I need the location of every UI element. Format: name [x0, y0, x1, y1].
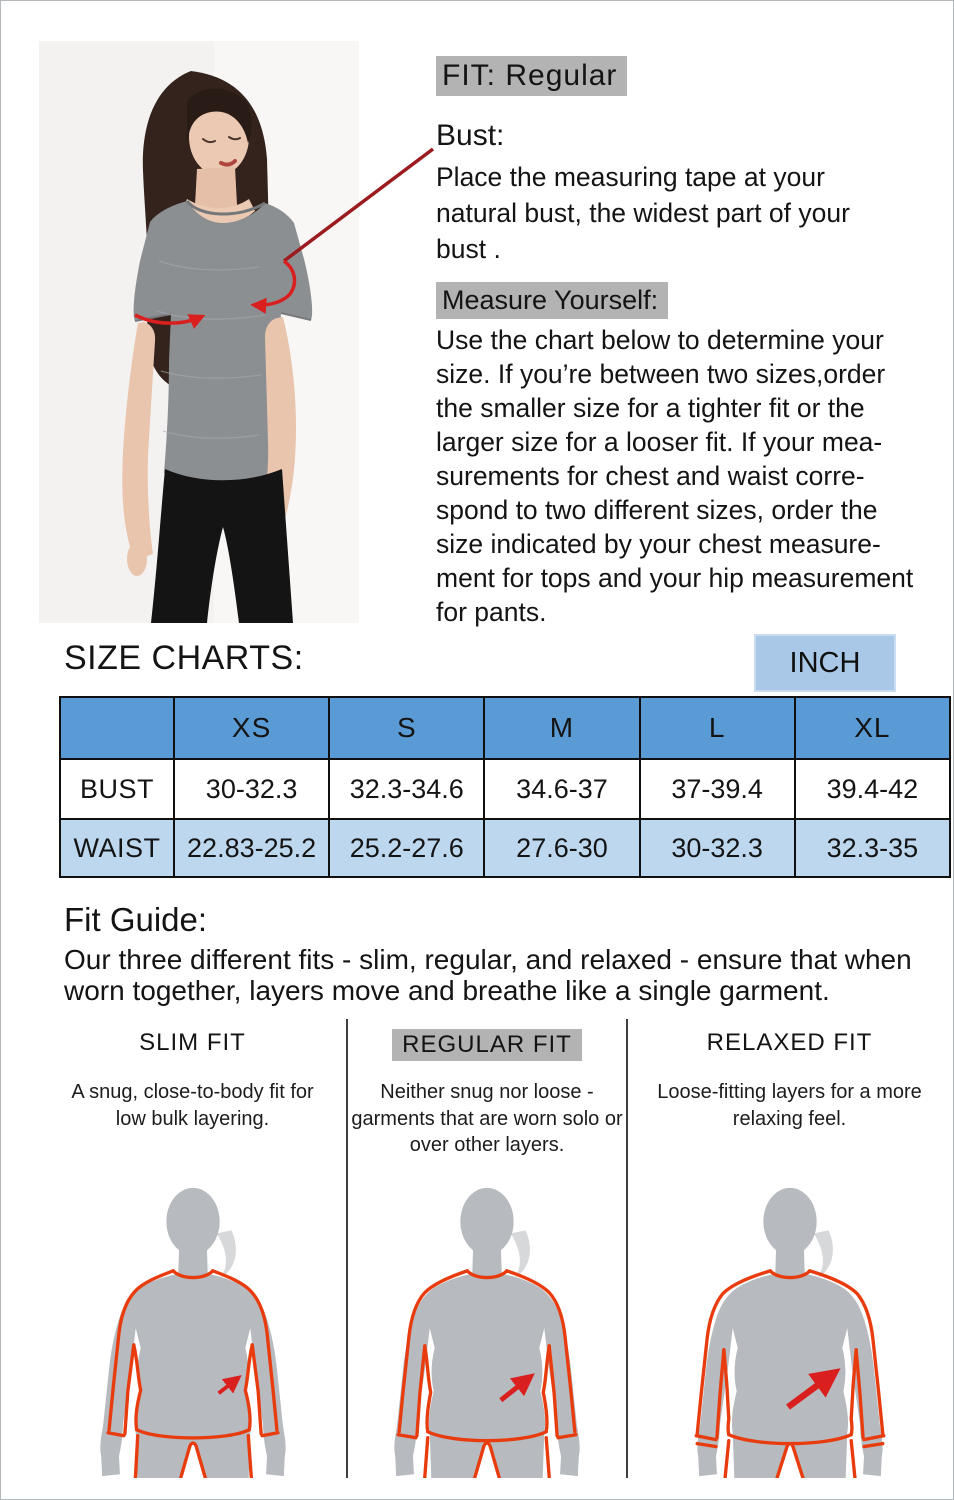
slim-fit-title: SLIM FIT [139, 1029, 246, 1056]
fit-highlight [436, 56, 627, 96]
fit-guide-intro: Our three different fits - slim, regular, and relaxed - ensure that when worn together, layers move and breathe like a single garment. [64, 944, 912, 1006]
waist-row: WAIST 22.83-25.2 25.2-27.6 27.6-30 30-32.3 32.3-35 [60, 819, 950, 877]
col-xl: XL [795, 697, 950, 759]
regular-fit-description: Neither snug nor loose - garments that are worn solo or over other layers. [351, 1081, 623, 1156]
regular-fit-title: REGULAR FIT [392, 1029, 582, 1061]
col-s: S [329, 697, 484, 759]
slim-fit-column [39, 1019, 346, 1478]
bust-heading: Bust: [436, 119, 505, 152]
relaxed-fit-description: Loose-fitting layers for a more relaxing feel. [657, 1081, 922, 1130]
col-xs: XS [174, 697, 329, 759]
size-charts-heading: SIZE CHARTS: [64, 639, 304, 677]
size-chart-table [59, 696, 951, 878]
fit-guide-columns [39, 1019, 951, 1478]
fit-value: Regular [505, 59, 618, 92]
col-m: M [484, 697, 639, 759]
fit-guide-heading: Fit Guide: [64, 901, 208, 938]
size-table-header-row [60, 697, 950, 759]
slim-fit-description: A snug, close-to-body fit for low bulk layering. [71, 1081, 314, 1130]
bust-paragraph: Place the measuring tape at your natural bust, the widest part of your bust . [436, 162, 850, 264]
regular-fit-silhouette [369, 1182, 606, 1478]
measure-paragraph: Use the chart below to determine your size. If you’re between two sizes,order the smaller size for a tighter fit or the larger size for a looser fit. If your mea- surements for chest and waist corre- spond to two different sizes, order the size indicated by your chest measure- ment for tops and your hip measurement for pants. [436, 325, 914, 627]
fit-line [436, 59, 627, 93]
measure-yourself-heading: Measure Yourself: [436, 285, 668, 316]
relaxed-fit-silhouette [671, 1182, 908, 1478]
slim-fit-silhouette [74, 1182, 311, 1478]
relaxed-fit-column [628, 1019, 951, 1478]
model-photo [39, 41, 359, 623]
waist-row-label: WAIST [60, 819, 174, 877]
bust-row-label: BUST [60, 759, 174, 819]
col-l: L [640, 697, 795, 759]
unit-inch-button[interactable]: INCH [754, 634, 896, 692]
bust-row: BUST 30-32.3 32.3-34.6 34.6-37 37-39.4 39.4-42 [60, 759, 950, 819]
relaxed-fit-title: RELAXED FIT [706, 1029, 873, 1056]
model-illustration [39, 41, 359, 623]
regular-fit-column [346, 1019, 628, 1478]
fit-label: FIT: [442, 59, 496, 92]
corner-cell [60, 697, 174, 759]
